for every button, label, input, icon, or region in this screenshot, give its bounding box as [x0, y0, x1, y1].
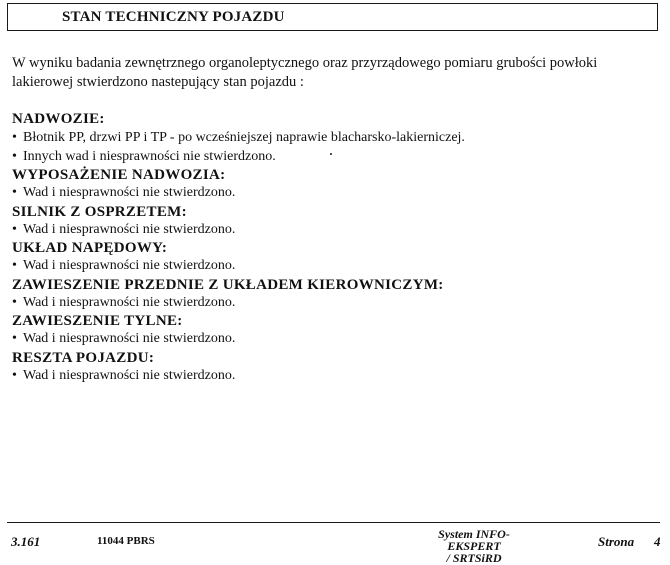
scan-speck: [330, 153, 332, 155]
bullet-icon: •: [12, 185, 17, 200]
condition-section: [12, 203, 652, 240]
finding-text: Wad i niesprawności nie stwierdzono.: [23, 331, 236, 346]
finding-item: [12, 148, 652, 167]
finding-item: [12, 221, 652, 240]
finding-item: [12, 257, 652, 276]
section-heading: UKŁAD NAPĘDOWY:: [12, 240, 168, 256]
finding-text: Wad i niesprawności nie stwierdzono.: [23, 221, 236, 237]
bullet-icon: •: [12, 294, 17, 310]
condition-section: [12, 276, 652, 313]
footer-divider: [7, 522, 660, 523]
section-heading: SILNIK Z OSPRZETEM:: [12, 203, 187, 220]
condition-section: [12, 166, 652, 203]
finding-text: Wad i niesprawności nie stwierdzono.: [23, 367, 236, 383]
finding-item: [12, 184, 652, 203]
condition-section: [12, 110, 652, 166]
finding-text: Wad i niesprawności nie stwierdzono.: [23, 294, 236, 310]
finding-item: [12, 367, 652, 386]
finding-item: [12, 129, 652, 148]
section-heading: RESZTA POJAZDU:: [12, 349, 155, 366]
bullet-icon: •: [12, 258, 17, 273]
section-heading: WYPOSAŻENIE NADWOZIA:: [12, 167, 226, 183]
section-heading: ZAWIESZENIE PRZEDNIE Z UKŁADEM KIEROWNICZYM:: [12, 276, 444, 293]
condition-section: [12, 239, 652, 276]
page-footer: [0, 522, 670, 565]
section-heading: ZAWIESZENIE TYLNE:: [12, 313, 183, 329]
footer-system-line1: System INFO-EKSPERT: [438, 527, 510, 553]
footer-code: 11044 PBRS: [97, 535, 155, 547]
section-title-box: [7, 3, 658, 31]
intro-paragraph: W wyniku badania zewnętrznego organoleptycznego oraz przyrządowego pomiaru grubości powłoki lakierowej stwierdzono nastepujący stan pojazdu :: [12, 55, 598, 90]
bullet-icon: •: [12, 130, 17, 145]
footer-strona-label: Strona: [598, 534, 635, 549]
page-title: STAN TECHNICZNY POJAZDU: [62, 9, 285, 25]
footer-system-line2: / SRTSiRD: [446, 551, 502, 565]
footer-system: [414, 528, 534, 564]
condition-section: [12, 349, 652, 386]
bullet-icon: •: [12, 367, 17, 383]
finding-text: Wad i niesprawności nie stwierdzono.: [23, 185, 236, 200]
finding-item: [12, 330, 652, 349]
finding-text: Wad i niesprawności nie stwierdzono.: [23, 258, 236, 273]
condition-section: [12, 312, 652, 349]
bullet-icon: •: [12, 148, 17, 164]
finding-text: Innych wad i niesprawności nie stwierdzono.: [23, 148, 276, 164]
section-heading: NADWOZIE:: [12, 111, 105, 127]
bullet-icon: •: [12, 221, 17, 237]
footer-page-number: 4: [654, 534, 661, 549]
finding-item: [12, 294, 652, 313]
bullet-icon: •: [12, 331, 17, 346]
footer-page-ref: 3.161: [11, 534, 41, 549]
finding-text: Błotnik PP, drzwi PP i TP - po wcześniejszej naprawie blacharsko-lakierniczej.: [23, 130, 465, 145]
condition-sections: [12, 110, 652, 385]
